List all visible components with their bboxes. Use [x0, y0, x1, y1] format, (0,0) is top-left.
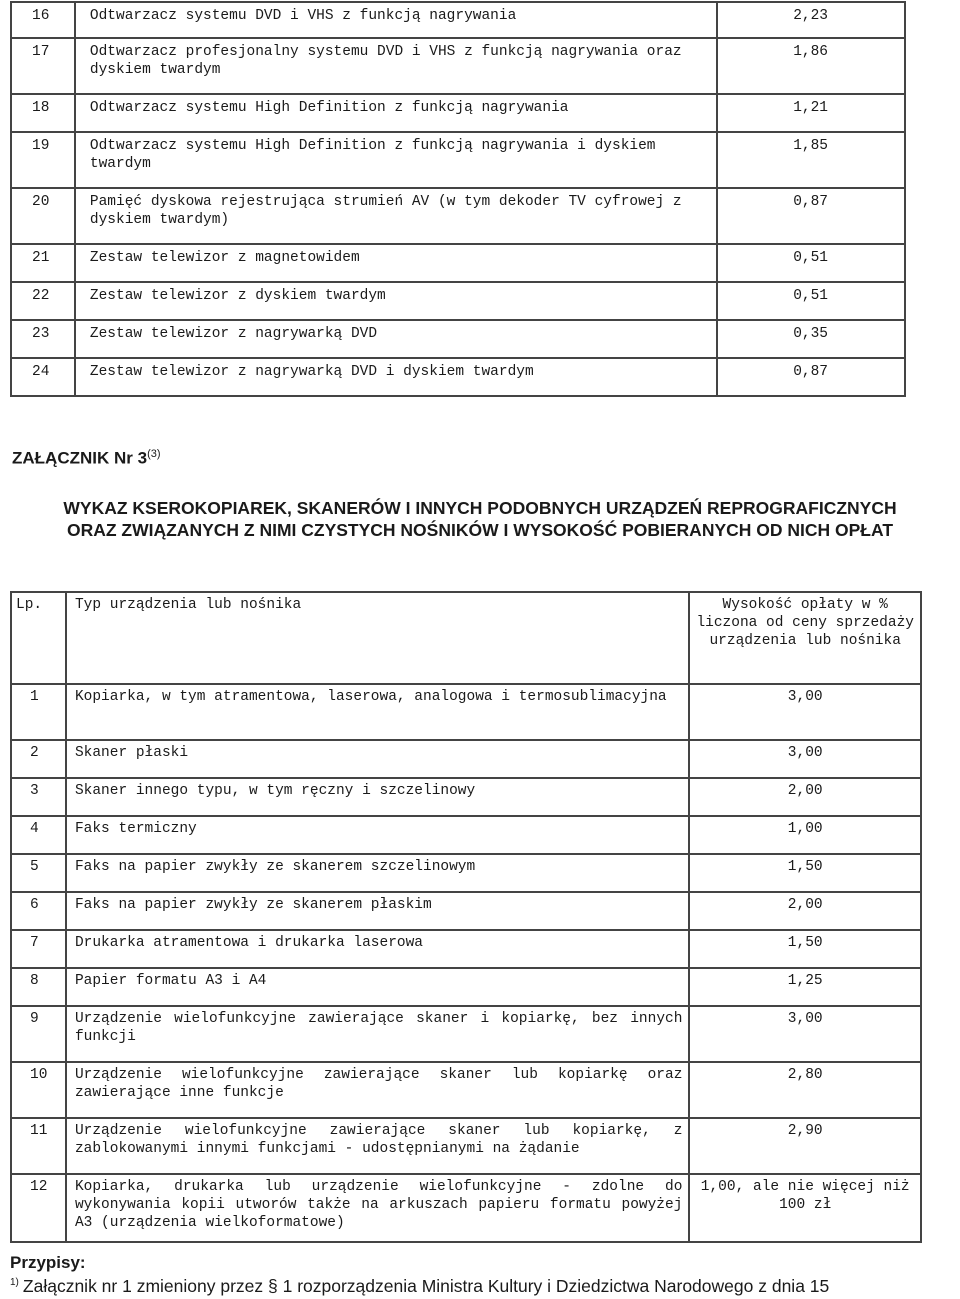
row-number: 20	[11, 188, 75, 244]
row-description: Odtwarzacz systemu DVD i VHS z funkcją nagrywania	[75, 2, 717, 38]
row-number: 2	[11, 740, 66, 778]
row-number: 19	[11, 132, 75, 188]
row-description: Papier formatu A3 i A4	[66, 968, 689, 1006]
row-fee: 0,87	[717, 188, 905, 244]
equipment-fee-table-continued	[10, 1, 906, 397]
row-fee: 1,21	[717, 94, 905, 132]
row-fee: 2,90	[689, 1118, 921, 1174]
row-number: 11	[11, 1118, 66, 1174]
row-description: Urządzenie wielofunkcyjne zawierające skaner i kopiarkę, bez innych funkcji	[66, 1006, 689, 1062]
row-fee: 2,00	[689, 778, 921, 816]
row-description: Skaner innego typu, w tym ręczny i szczelinowy	[66, 778, 689, 816]
table-row	[11, 320, 905, 358]
table-row	[11, 1006, 921, 1062]
row-number: 12	[11, 1174, 66, 1242]
table-row	[11, 1062, 921, 1118]
row-fee: 2,80	[689, 1062, 921, 1118]
row-description: Drukarka atramentowa i drukarka laserowa	[66, 930, 689, 968]
row-description: Zestaw telewizor z nagrywarką DVD	[75, 320, 717, 358]
row-fee: 3,00	[689, 684, 921, 740]
table-row	[11, 282, 905, 320]
table-row	[11, 740, 921, 778]
row-number: 3	[11, 778, 66, 816]
footnote-text: Załącznik nr 1 zmieniony przez § 1 rozporządzenia Ministra Kultury i Dziedzictwa Narodowego z dnia 15	[22, 1276, 830, 1296]
table-row	[11, 1174, 921, 1242]
row-fee: 3,00	[689, 740, 921, 778]
row-fee: 2,00	[689, 892, 921, 930]
annex-heading: WYKAZ KSEROKOPIAREK, SKANERÓW I INNYCH PODOBNYCH URZĄDZEŃ REPROGRAFICZNYCH ORAZ ZWIĄZANYCH Z NIMI CZYSTYCH NOŚNIKÓW I WYSOKOŚĆ POBIERANYCH OD NICH OPŁAT	[63, 498, 897, 540]
row-number: 6	[11, 892, 66, 930]
row-description: Skaner płaski	[66, 740, 689, 778]
table-row	[11, 684, 921, 740]
table-header-row	[11, 592, 921, 684]
row-number: 5	[11, 854, 66, 892]
row-fee: 1,50	[689, 854, 921, 892]
row-fee: 0,51	[717, 282, 905, 320]
row-fee: 1,86	[717, 38, 905, 94]
row-fee: 1,85	[717, 132, 905, 188]
table-row	[11, 930, 921, 968]
table-row	[11, 1118, 921, 1174]
row-description: Odtwarzacz systemu High Definition z funkcją nagrywania	[75, 94, 717, 132]
row-fee: 0,35	[717, 320, 905, 358]
row-fee: 1,00, ale nie więcej niż 100 zł	[689, 1174, 921, 1242]
row-number: 4	[11, 816, 66, 854]
row-fee: 1,50	[689, 930, 921, 968]
footnotes-title: Przypisy:	[10, 1253, 86, 1272]
header-device-type: Typ urządzenia lub nośnika	[66, 592, 689, 684]
row-number: 23	[11, 320, 75, 358]
annex-label-text: ZAŁĄCZNIK Nr 3	[12, 448, 148, 468]
row-number: 18	[11, 94, 75, 132]
reprographic-fee-table	[10, 591, 922, 1243]
header-fee-rate: Wysokość opłaty w % liczona od ceny sprzedaży urządzenia lub nośnika	[689, 592, 921, 684]
annex-label	[12, 448, 161, 469]
row-number: 10	[11, 1062, 66, 1118]
row-number: 17	[11, 38, 75, 94]
table-row	[11, 854, 921, 892]
table-row	[11, 188, 905, 244]
row-description: Kopiarka, w tym atramentowa, laserowa, analogowa i termosublimacyjna	[66, 684, 689, 740]
row-fee: 0,87	[717, 358, 905, 396]
table-row	[11, 968, 921, 1006]
row-description: Odtwarzacz profesjonalny systemu DVD i VHS z funkcją nagrywania oraz dyskiem twardym	[75, 38, 717, 94]
row-number: 21	[11, 244, 75, 282]
footnote-marker: 1)	[10, 1277, 19, 1288]
table-row	[11, 132, 905, 188]
row-fee: 1,25	[689, 968, 921, 1006]
table-row	[11, 244, 905, 282]
row-description: Pamięć dyskowa rejestrująca strumień AV (w tym dekoder TV cyfrowej z dyskiem twardym)	[75, 188, 717, 244]
row-description: Urządzenie wielofunkcyjne zawierające skaner lub kopiarkę, z zablokowanymi innymi funkcjami - udostępnianymi na żądanie	[66, 1118, 689, 1174]
table-row	[11, 38, 905, 94]
row-description: Kopiarka, drukarka lub urządzenie wielofunkcyjne - zdolne do wykonywania kopii utworów także na arkuszach papieru formatu powyżej A3 (urządzenia wielkoformatowe)	[66, 1174, 689, 1242]
row-number: 9	[11, 1006, 66, 1062]
row-number: 7	[11, 930, 66, 968]
row-description: Faks termiczny	[66, 816, 689, 854]
row-number: 24	[11, 358, 75, 396]
row-description: Faks na papier zwykły ze skanerem szczelinowym	[66, 854, 689, 892]
footnote-item	[10, 1276, 829, 1297]
row-description: Zestaw telewizor z magnetowidem	[75, 244, 717, 282]
annex-footnote-ref: (3)	[147, 448, 161, 460]
row-fee: 3,00	[689, 1006, 921, 1062]
table-row	[11, 358, 905, 396]
row-number: 16	[11, 2, 75, 38]
header-number: Lp.	[11, 592, 66, 684]
row-fee: 0,51	[717, 244, 905, 282]
row-description: Odtwarzacz systemu High Definition z funkcją nagrywania i dyskiem twardym	[75, 132, 717, 188]
table-row	[11, 2, 905, 38]
row-description: Urządzenie wielofunkcyjne zawierające skaner lub kopiarkę oraz zawierające inne funkcje	[66, 1062, 689, 1118]
row-description: Zestaw telewizor z nagrywarką DVD i dyskiem twardym	[75, 358, 717, 396]
row-fee: 1,00	[689, 816, 921, 854]
row-description: Zestaw telewizor z dyskiem twardym	[75, 282, 717, 320]
row-description: Faks na papier zwykły ze skanerem płaskim	[66, 892, 689, 930]
row-number: 8	[11, 968, 66, 1006]
table-row	[11, 892, 921, 930]
table-row	[11, 94, 905, 132]
table-row	[11, 778, 921, 816]
row-number: 22	[11, 282, 75, 320]
table-row	[11, 816, 921, 854]
row-fee: 2,23	[717, 2, 905, 38]
row-number: 1	[11, 684, 66, 740]
